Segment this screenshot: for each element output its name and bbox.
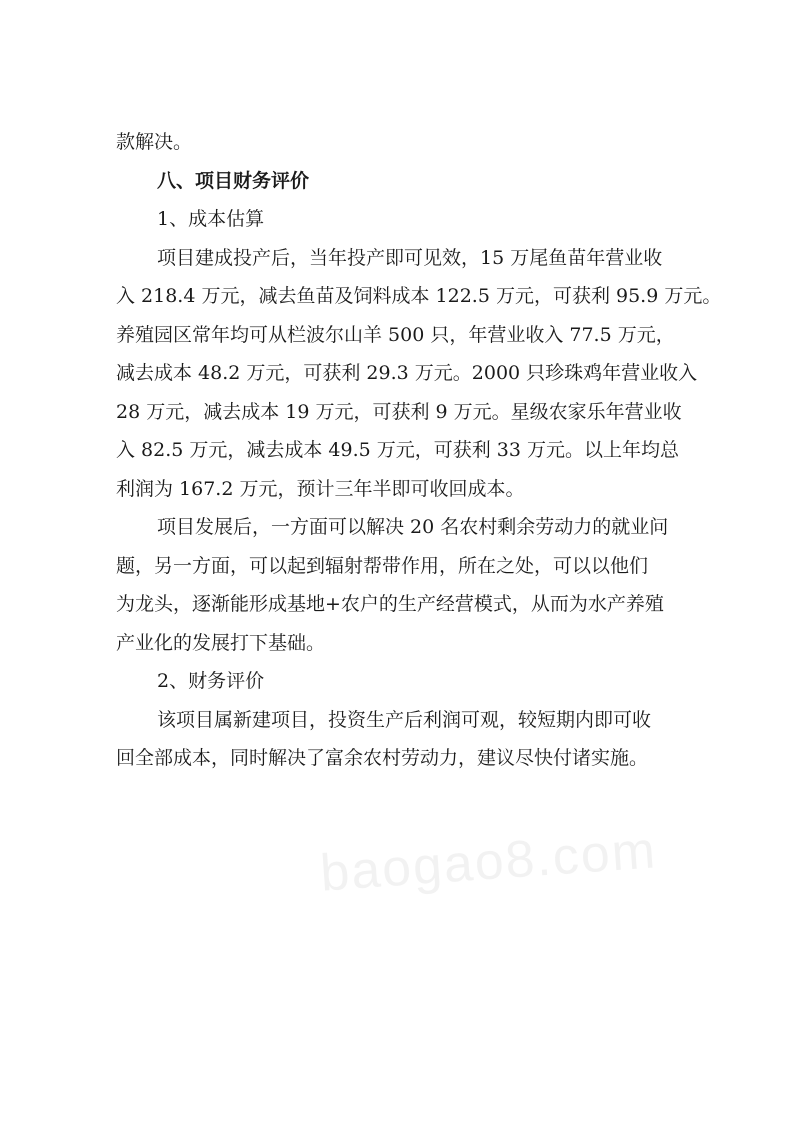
section-heading: 八、项目财务评价 [157,169,310,192]
text-line: 2、财务评价 [157,670,265,692]
text-line: 回全部成本，同时解决了富余农村劳动力，建议尽快付诸实施。 [116,747,649,769]
watermark: baogao8.com [318,821,659,903]
text-line: 款解决。 [116,131,193,153]
text-line: 入 218.4 万元，减去鱼苗及饲料成本 122.5 万元，可获利 95.9 万元。 [116,285,722,307]
text-line: 利润为 167.2 万元，预计三年半即可收回成本。 [116,477,525,500]
text-line: 题，另一方面，可以起到辐射帮带作用，所在之处，可以以他们 [116,554,649,577]
text-line: 项目发展后，一方面可以解决 20 名农村剩余劳动力的就业问 [157,516,669,538]
text-line: 入 82.5 万元，减去成本 49.5 万元，可获利 33 万元。以上年均总 [116,439,680,461]
text-line: 养殖园区常年均可从栏波尔山羊 500 只，年营业收入 77.5 万元， [116,323,675,346]
document-body [116,123,722,778]
text-line: 产业化的发展打下基础。 [116,631,326,654]
text-line: 28 万元，减去成本 19 万元，可获利 9 万元。星级农家乐年营业收 [116,400,682,423]
text-line: 1、成本估算 [157,208,265,230]
text-line: 该项目属新建项目，投资生产后利润可观，较短期内即可收 [157,708,652,731]
text-line: 减去成本 48.2 万元，可获利 29.3 万元。2000 只珍珠鸡年营业收入 [116,362,698,384]
text-line: 项目建成投产后，当年投产即可见效，15 万尾鱼苗年营业收 [157,246,663,269]
text-line: 为龙头，逐渐能形成基地+农户的生产经营模式，从而为水产养殖 [116,593,664,615]
